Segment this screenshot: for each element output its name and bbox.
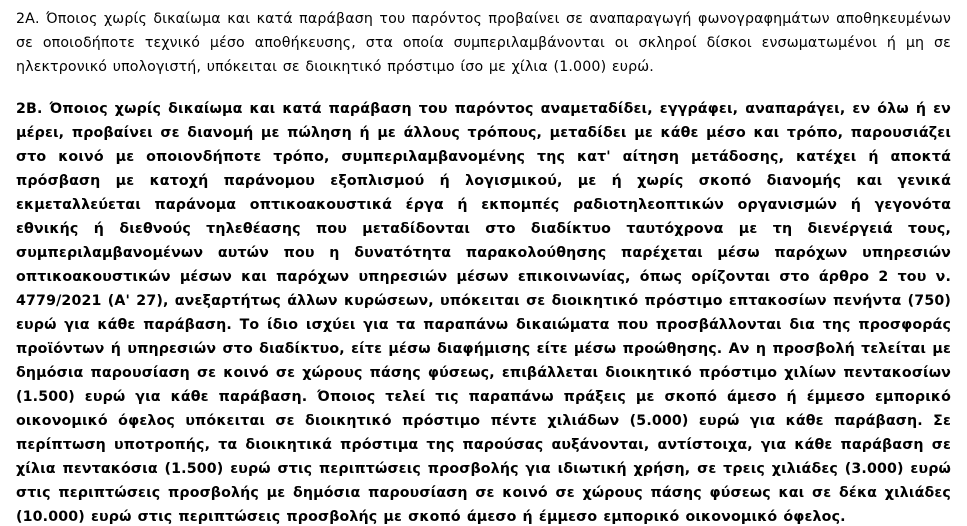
paragraph-2a: 2Α. Όποιος χωρίς δικαίωμα και κατά παράβαση του παρόντος προβαίνει σε αναπαραγωγή φωνογραφημάτων αποθηκευμένων σε οποιοδήποτε τεχνικό μέσο αποθήκευσης, στα οποία συμπεριλαμβάνονται οι σκληροί δίσκοι ενσωματωμένοι ή μη σε ηλεκτρονικό υπολογιστή, υπόκειται σε διοικητικό πρόστιμο ίσο με χίλια (1.000) ευρώ.: [16, 11, 951, 75]
paragraph-2b: 2Β. Όποιος χωρίς δικαίωμα και κατά παράβαση του παρόντος αναμεταδίδει, εγγράφει, αναπαράγει, εν όλω ή εν μέρει, προβαίνει σε διανομή με πώληση ή με άλλους τρόπους, μεταδίδει με κάθε μέσο και τρόπο, παρουσιάζει στο κοινό με οποιονδήποτε τρόπο, συμπεριλαμβανομένης της κατ' αίτηση μετάδοσης, κατέχει ή αποκτά πρόσβαση με κατοχή παράνομου εξοπλισμού ή λογισμικού, με ή χωρίς σκοπό διανομής και γενικά εκμεταλλεύεται παράνομα οπτικοακουστικά έργα ή εκπομπές ραδιοτηλεοπτικών οργανισμών ή γεγονότα εθνικής ή διεθνούς τηλεθέασης που μεταδίδονται στο διαδίκτυο ταυτόχρονα με τη διενέργειά τους, συμπεριλαμβανομένων αυτών που η δυνατότητα παρακολούθησης παρέχεται μέσω παρόχων υπηρεσιών οπτικοακουστικών μέσων και παρόχων υπηρεσιών μέσων επικοινωνίας, όπως ορίζονται στο άρθρο 2 του ν. 4779/2021 (Α' 27), ανεξαρτήτως άλλων κυρώσεων, υπόκειται σε διοικητικό πρόστιμο επτακοσίων πενήντα (750) ευρώ για κάθε παράβαση. Το ίδιο ισχύει για τα παραπάνω δικαιώματα που προσβάλλονται δια της προσφοράς προϊόντων ή υπηρεσιών στο διαδίκτυο, είτε μέσω διαφήμισης είτε μέσω προώθησης. Αν η προσβολή τελείται με δημόσια παρουσίαση σε κοινό σε χώρους πάσης φύσεως, επιβάλλεται διοικητικό πρόστιμο χιλίων πεντακοσίων (1.500) ευρώ για κάθε παράβαση. Όποιος τελεί τις παραπάνω πράξεις με σκοπό άμεσο ή έμμεσο εμπορικό οικονομικό όφελος υπόκειται σε διοικητικό πρόστιμο πέντε χιλιάδων (5.000) ευρώ για κάθε παράβαση. Σε περίπτωση υποτροπής, τα διοικητικά πρόστιμα της παρούσας αυξάνονται, αντίστοιχα, για κάθε παράβαση σε χίλια πεντακόσια (1.500) ευρώ στις περιπτώσεις προσβολής για ιδιωτική χρήση, σε τρεις χιλιάδες (3.000) ευρώ στις περιπτώσεις προσβολής με δημόσια παρουσίαση σε κοινό σε χώρους πάσης φύσεως και σε δέκα χιλιάδες (10.000) ευρώ στις περιπτώσεις προσβολής με σκοπό άμεσο ή έμμεσο εμπορικό οικονομικό όφελος.: [16, 101, 951, 525]
